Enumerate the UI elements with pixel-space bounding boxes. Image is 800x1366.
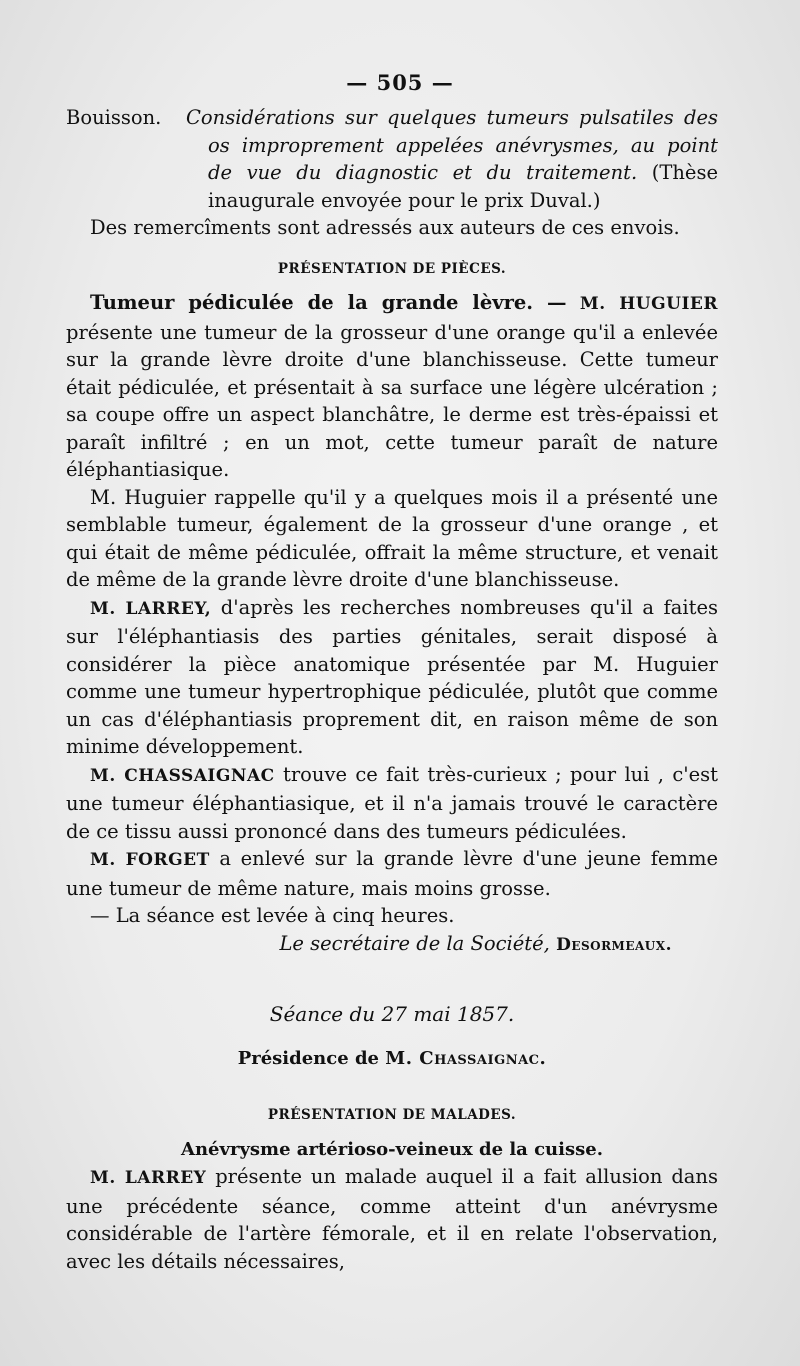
bibliography-author: Bouisson. <box>66 106 162 129</box>
speaker-larrey: M. LARREY, <box>90 598 212 619</box>
thanks-paragraph: Des remercîments sont adressés aux auteurs de ces envois. <box>90 216 680 239</box>
speaker-huguier: M. HUGUIER <box>579 294 719 314</box>
signature-name: Desormeaux. <box>556 934 672 955</box>
speaker-larrey-2: M. LARREY <box>90 1168 207 1188</box>
speaker-chassaignac: M. CHASSAIGNAC <box>90 765 275 786</box>
presidence-name: M. Chassaignac. <box>385 1047 547 1069</box>
paragraph-huguier: Tumeur pédiculée de la grande lèvre. — M. HUGUIER présente une tumeur de la grosseur d'une orange qu'il a enlevée sur la grande lèvre droite d'une blanchisseuse. Cette tumeur était pédiculée, et présentait à sa surface une légère ulcération ; sa coupe offre un aspect blanchâtre, le derme est très-épaissi et paraît infiltré ; en un mot, cette tumeur paraît de nature éléphantiasique. <box>66 291 719 481</box>
paragraph-larrey-malade: M. LARREY présente un malade auquel il a fait allusion dans une précédente séance, comme atteint d'un anévrysme considérable de l'artère fémorale, et il en relate l'observation, avec les détails nécessaires, <box>66 1165 718 1273</box>
signature: Le secrétaire de la Société, Desormeaux. <box>279 931 672 955</box>
section-heading-malades: PRÉSENTATION DE MALADES. <box>267 1107 517 1123</box>
paragraph-chassaignac: M. CHASSAIGNAC trouve ce fait très-curieux ; pour lui , c'est une tumeur éléphantiasique, et il n'a jamais trouvé le caractère de ce tissu aussi prononcé dans des tumeurs pédiculées. <box>66 762 718 843</box>
subsection-title-tumeur: Tumeur pédiculée de la grande lèvre. — <box>90 291 567 314</box>
paragraph-huguier-recall: M. Huguier rappelle qu'il y a quelques mois il a présenté une semblable tumeur, également de la grosseur d'une orange , et qui était de même pédiculée, offrait la même structure, et venait de même de la grande lèvre droite d'une blanchisseuse. <box>66 485 718 591</box>
paragraph-forget: M. FORGET a enlevé sur la grande lèvre d'une jeune femme une tumeur de même nature, mais moins grosse. <box>66 847 718 900</box>
bibliography-entry <box>66 104 718 214</box>
page-number: — 505 — <box>346 70 454 95</box>
presidence-line: Présidence de M. Chassaignac. <box>237 1047 547 1069</box>
speaker-forget: M. FORGET <box>90 850 210 870</box>
page-body <box>66 104 718 1275</box>
section-heading-pieces: PRÉSENTATION DE PIÈCES. <box>277 260 507 277</box>
paragraph-closing: — La séance est levée à cinq heures. <box>90 904 455 927</box>
paragraph-larrey: M. LARREY, d'après les recherches nombreuses qu'il a faites sur l'éléphantiasis des parties génitales, serait disposé à considérer la pièce anatomique présentée par M. Huguier comme une tumeur hypertrophique pédiculée, plutôt que comme un cas d'éléphantiasis proprement dit, en raison même de son minime développement. <box>66 595 719 758</box>
seance-title: Séance du 27 mai 1857. <box>269 1002 515 1026</box>
bibliography-note: (Thèse inaugurale envoyée pour le prix Duval.) <box>208 161 719 212</box>
subsection-title-anevrysme: Anévrysme artérioso-veineux de la cuisse. <box>181 1138 603 1160</box>
bibliography-title: Considérations sur quelques tumeurs pulsatiles des os improprement appelées anévrysmes, au point de vue du diagnostic et du traitement. <box>186 106 718 184</box>
